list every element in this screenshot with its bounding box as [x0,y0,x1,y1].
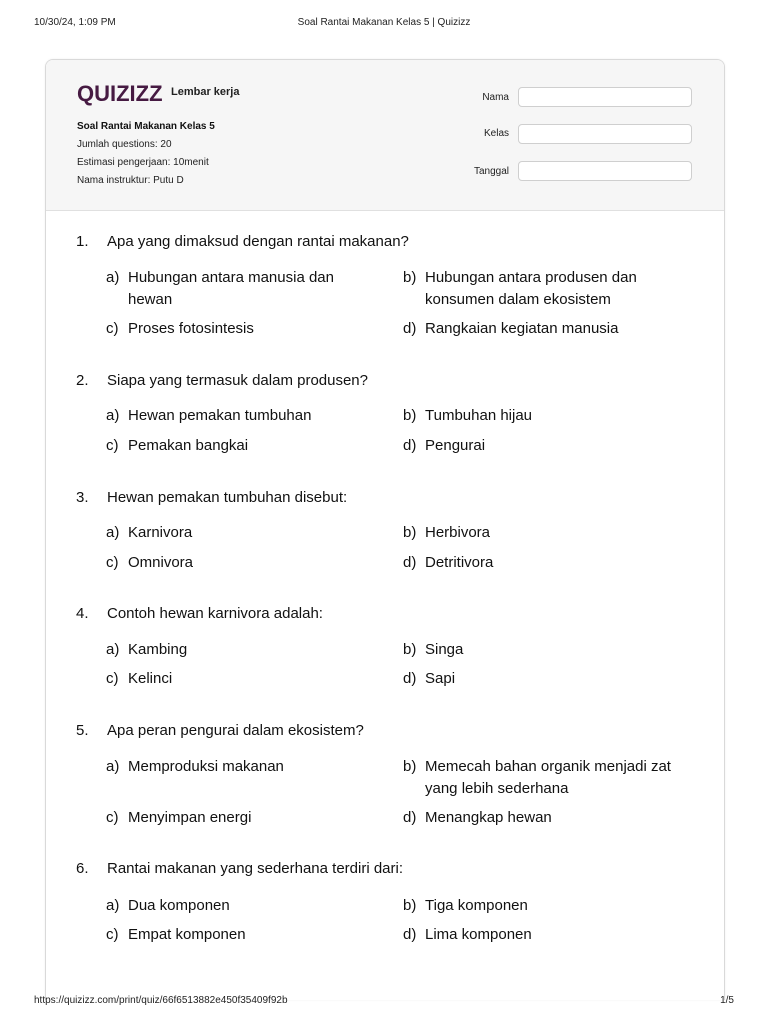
option-letter: a) [106,524,120,541]
option-text: Sapi [425,670,456,687]
questions-count: Jumlah questions: 20 [77,139,172,150]
option-letter: d) [403,554,417,571]
option-letter: c) [106,437,119,454]
option-letter: d) [403,926,417,943]
option-text: Memproduksi makanan [128,758,284,775]
question-text: Siapa yang termasuk dalam produsen? [107,372,368,389]
option-letter: a) [106,897,120,914]
instructor-name: Nama instruktur: Putu D [77,175,184,186]
option-text: Tumbuhan hijau [425,407,533,424]
question-text: Contoh hewan karnivora adalah: [107,605,323,622]
option-letter: b) [403,641,417,658]
date-field[interactable] [518,161,692,181]
option-text: Pengurai [425,437,486,454]
worksheet-label: Lembar kerja [171,86,240,98]
option-text: Tiga komponen [425,897,528,914]
option-text: Rangkaian kegiatan manusia [425,320,619,337]
option-text: Kelinci [128,670,173,687]
option-text: Empat komponen [128,926,246,943]
option-text: Detritivora [425,554,494,571]
option-letter: b) [403,269,417,286]
print-header [34,17,734,31]
option-letter: b) [403,758,417,775]
question-text: Rantai makanan yang sederhana terdiri dari: [107,860,404,877]
name-label: Nama [482,92,509,103]
option-letter: b) [403,524,417,541]
brand-wordmark: QUIZIZZ [77,81,163,106]
option-letter: a) [106,758,120,775]
question-number: 3. [76,489,89,506]
class-label: Kelas [483,128,509,139]
option-text: Menangkap hewan [425,809,552,826]
option-text: Hubungan antara manusia dan hewan [128,269,334,308]
option-letter: a) [106,269,120,286]
class-field[interactable] [518,124,692,144]
option-letter: b) [403,897,417,914]
option-text: Herbivora [425,524,491,541]
option-text: Pemakan bangkai [128,437,249,454]
question-number: 5. [76,722,89,739]
option-text: Singa [425,641,464,658]
option-letter: b) [403,407,417,424]
option-text: Lima komponen [425,926,532,943]
option-letter: c) [106,320,119,337]
option-letter: a) [106,407,120,424]
worksheet-card [45,59,725,1000]
print-footer [34,995,734,1009]
option-letter: c) [106,926,119,943]
option-letter: c) [106,809,119,826]
quizizz-logo-icon [77,80,165,106]
option-letter: d) [403,437,417,454]
print-url[interactable]: https://quizizz.com/print/quiz/66f6513882e450f35409f92b [34,995,288,1006]
question-number: 1. [76,233,89,250]
quiz-title: Soal Rantai Makanan Kelas 5 [77,121,215,132]
option-text: Dua komponen [128,897,230,914]
question-number: 6. [76,860,89,877]
time-estimate: Estimasi pengerjaan: 10menit [77,157,209,168]
question-text: Apa peran pengurai dalam ekosistem? [107,722,364,739]
option-letter: c) [106,554,119,571]
option-text: Menyimpan energi [128,809,252,826]
page-number: 1/5 [720,995,734,1006]
option-letter: d) [403,809,417,826]
print-datetime: 10/30/24, 1:09 PM [34,17,116,28]
worksheet-header [46,60,724,211]
option-letter: d) [403,670,417,687]
option-text: Memecah bahan organik menjadi zat yang lebih sederhana [425,758,671,797]
question-text: Apa yang dimaksud dengan rantai makanan? [107,233,409,250]
question-number: 2. [76,372,89,389]
option-letter: a) [106,641,120,658]
question-text: Hewan pemakan tumbuhan disebut: [107,489,348,506]
option-text: Hubungan antara produsen dan konsumen dalam ekosistem [425,269,637,308]
date-label: Tanggal [473,166,509,177]
print-doc-title: Soal Rantai Makanan Kelas 5 | Quizizz [297,17,471,28]
option-text: Kambing [128,641,188,658]
question-number: 4. [76,605,89,622]
option-text: Hewan pemakan tumbuhan [128,407,312,424]
option-letter: d) [403,320,417,337]
name-field[interactable] [518,87,692,107]
quizizz-logo [77,80,165,108]
option-text: Omnivora [128,554,194,571]
option-text: Karnivora [128,524,193,541]
option-text: Proses fotosintesis [128,320,254,337]
option-letter: c) [106,670,119,687]
